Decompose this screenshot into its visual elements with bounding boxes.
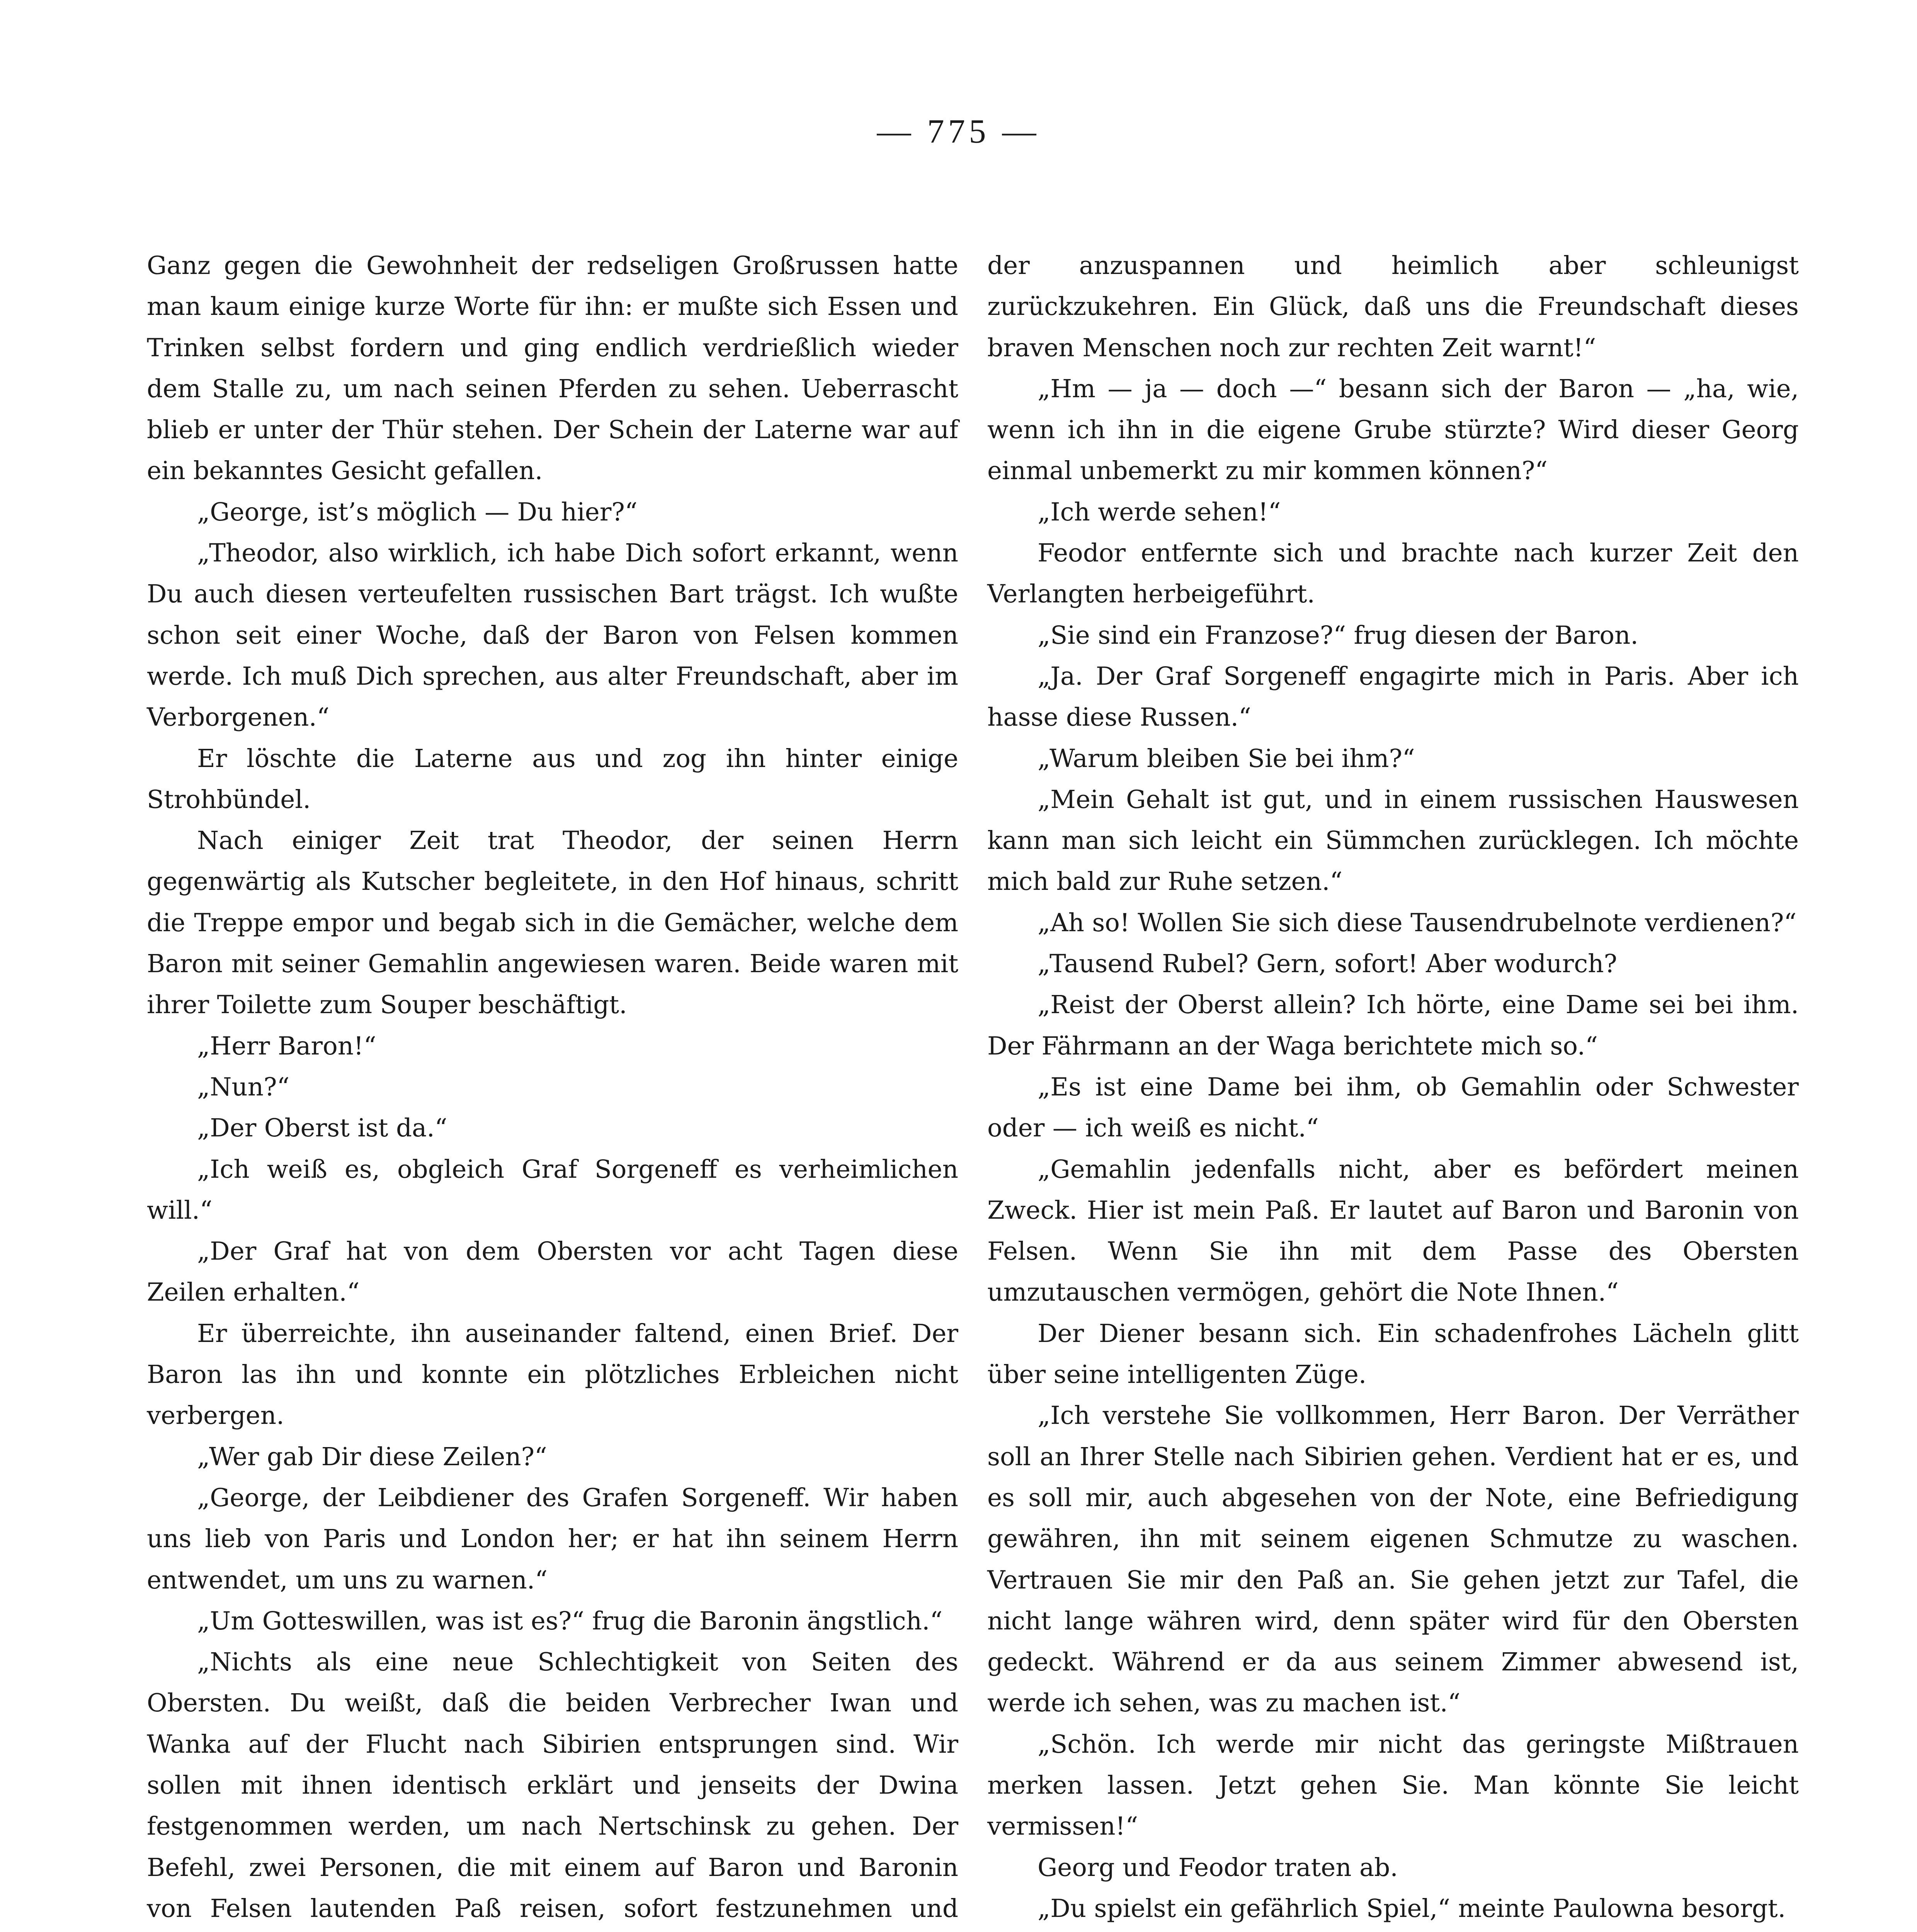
paragraph: „Ah so! Wollen Sie sich diese Tausendrubelnote verdienen?“ [1038,908,1797,937]
paragraph: „Sie sind ein Franzose?“ frug diesen der Baron. [1038,621,1638,650]
paragraph: „Ja. Der Graf Sorgeneff engagirte mich in Paris. Aber ich hasse diese Russen.“ [987,662,1799,732]
paragraph: „Schön. Ich werde mir nicht das geringste Mißtrauen merken lassen. Jetzt gehen Sie. Man könnte Sie leicht vermissen!“ [987,1730,1799,1841]
paragraph: „Wer gab Dir diese Zeilen?“ [197,1442,547,1471]
paragraph [987,1929,1799,1932]
paragraph: Nach einiger Zeit trat Theodor, der seinen Herrn gegenwärtig als Kutscher begleitete, in den Hof hinaus, schritt die Treppe empor und begab sich in die Gemächer, welche dem Baron mit seiner Gemahlin angewiesen waren. Beide waren mit ihrer Toilette zum Souper beschäftigt. [147,826,958,1020]
paragraph: „George, ist’s möglich — Du hier?“ [197,497,638,527]
paragraph: „Theodor, also wirklich, ich habe Dich sofort erkannt, wenn Du auch diesen verteufelten russischen Bart trägst. Ich wußte schon seit einer Woche, daß der Baron von Felsen kommen werde. Ich muß Dich sprechen, aus alter Freundschaft, aber im Verborgenen.“ [147,539,958,732]
paragraph: „Herr Baron!“ [197,1031,376,1061]
paragraph: „George, der Leibdiener des Grafen Sorgeneff. Wir haben uns lieb von Paris und London her; er hat ihn seinem Herrn entwendet, um uns zu warnen.“ [147,1483,958,1595]
paragraph: Er überreichte, ihn auseinander faltend, einen Brief. Der Baron las ihn und konnte ein plötzliches Erbleichen nicht verbergen. [147,1319,958,1430]
paragraph: „Ich verstehe Sie vollkommen, Herr Baron. Der Verräther soll an Ihrer Stelle nach Sibirien gehen. Verdient hat er es, und es soll mir, auch abgesehen von der Note, eine Befriedigung gewähren, ihn mit seinem eigenen Schmutze zu waschen. Vertrauen Sie mir den Paß an. Sie gehen jetzt zur Tafel, die nicht lange währen wird, denn später wird für den Obersten gedeckt. Während er da aus seinem Zimmer abwesend ist, werde ich sehen, was zu machen ist.“ [987,1401,1799,1718]
paragraph: „Du spielst ein gefährlich Spiel,“ meinte Paulowna besorgt. [1038,1894,1786,1923]
paragraph: Er löschte die Laterne aus und zog ihn hinter einige Strohbündel. [147,744,958,814]
paragraph: „Gemahlin jedenfalls nicht, aber es befördert meinen Zweck. Hier ist mein Paß. Er lautet auf Baron und Baronin von Felsen. Wenn Sie ihn mit dem Passe des Obersten umzutauschen vermögen, gehört die Note Ihnen.“ [987,1155,1799,1307]
paragraph: „Reist der Oberst allein? Ich hörte, eine Dame sei bei ihm. Der Fährmann an der Waga berichtete mich so.“ [987,990,1799,1061]
paragraph: „Hm — ja — doch —“ besann sich der Baron — „ha, wie, wenn ich ihn in die eigene Grube stürzte? Wird dieser Georg einmal unbemerkt zu mir kommen können?“ [987,374,1799,486]
paragraph: Georg und Feodor traten ab. [1038,1853,1398,1882]
page-number: — 775 — [877,113,1040,150]
paragraph: „Ich werde sehen!“ [1038,497,1281,527]
paragraph: Feodor entfernte sich und brachte nach kurzer Zeit den Verlangten herbeigeführt. [987,539,1799,609]
paragraph: „Warum bleiben Sie bei ihm?“ [1038,744,1415,773]
paragraph: „Der Graf hat von dem Obersten vor acht Tagen diese Zeilen erhalten.“ [147,1237,958,1307]
paragraph: „Nichts als eine neue Schlechtigkeit von Seiten des Obersten. Du weißt, daß die beiden Verbrecher Iwan und Wanka auf der Flucht nach Sibirien entsprungen sind. Wir sollen mit ihnen identisch erklärt und jenseits der Dwina festgenommen werden, um nach Nertschinsk zu gehen. Der Befehl, zwei Personen, die mit einem auf Baron und Baronin von Felsen lautenden Paß reisen, sofort festzunehmen und [147,1648,958,1923]
paragraph: „Nun?“ [197,1072,290,1102]
paragraph: „Der Oberst ist da.“ [197,1114,447,1143]
paragraph: „Tausend Rubel? Gern, sofort! Aber wodurch? [1038,949,1617,979]
paragraph: Ganz gegen die Gewohnheit der redseligen Großrussen hatte man kaum einige kurze Worte für ihn: er mußte sich Essen und Trinken selbst fordern und ging endlich verdrießlich wieder dem Stalle zu, um nach seinen Pferden zu sehen. Ueberrascht blieb er unter der Thür stehen. Der Schein der Laterne war auf ein bekanntes Gesicht gefallen. [147,251,958,486]
paragraph: der anzuspannen und heimlich aber schleunigst zurückzukehren. Ein Glück, daß uns die Freundschaft dieses braven Menschen noch zur rechten Zeit warnt!“ [987,251,1799,362]
paragraph: „Um Gotteswillen, was ist es?“ frug die Baronin ängstlich.“ [197,1606,943,1636]
paragraph: Der Diener besann sich. Ein schadenfrohes Lächeln glitt über seine intelligenten Züge. [987,1319,1799,1389]
paragraph: „Mein Gehalt ist gut, und in einem russischen Hauswesen kann man sich leicht ein Sümmchen zurücklegen. Ich möchte mich bald zur Ruhe setzen.“ [987,785,1799,896]
paragraph: „Es ist eine Dame bei ihm, ob Gemahlin oder Schwester oder — ich weiß es nicht.“ [987,1072,1799,1143]
right-text-column [987,245,1799,1932]
paragraph: „Ich weiß es, obgleich Graf Sorgeneff es verheimlichen will.“ [147,1155,958,1225]
left-text-column [147,245,958,1932]
